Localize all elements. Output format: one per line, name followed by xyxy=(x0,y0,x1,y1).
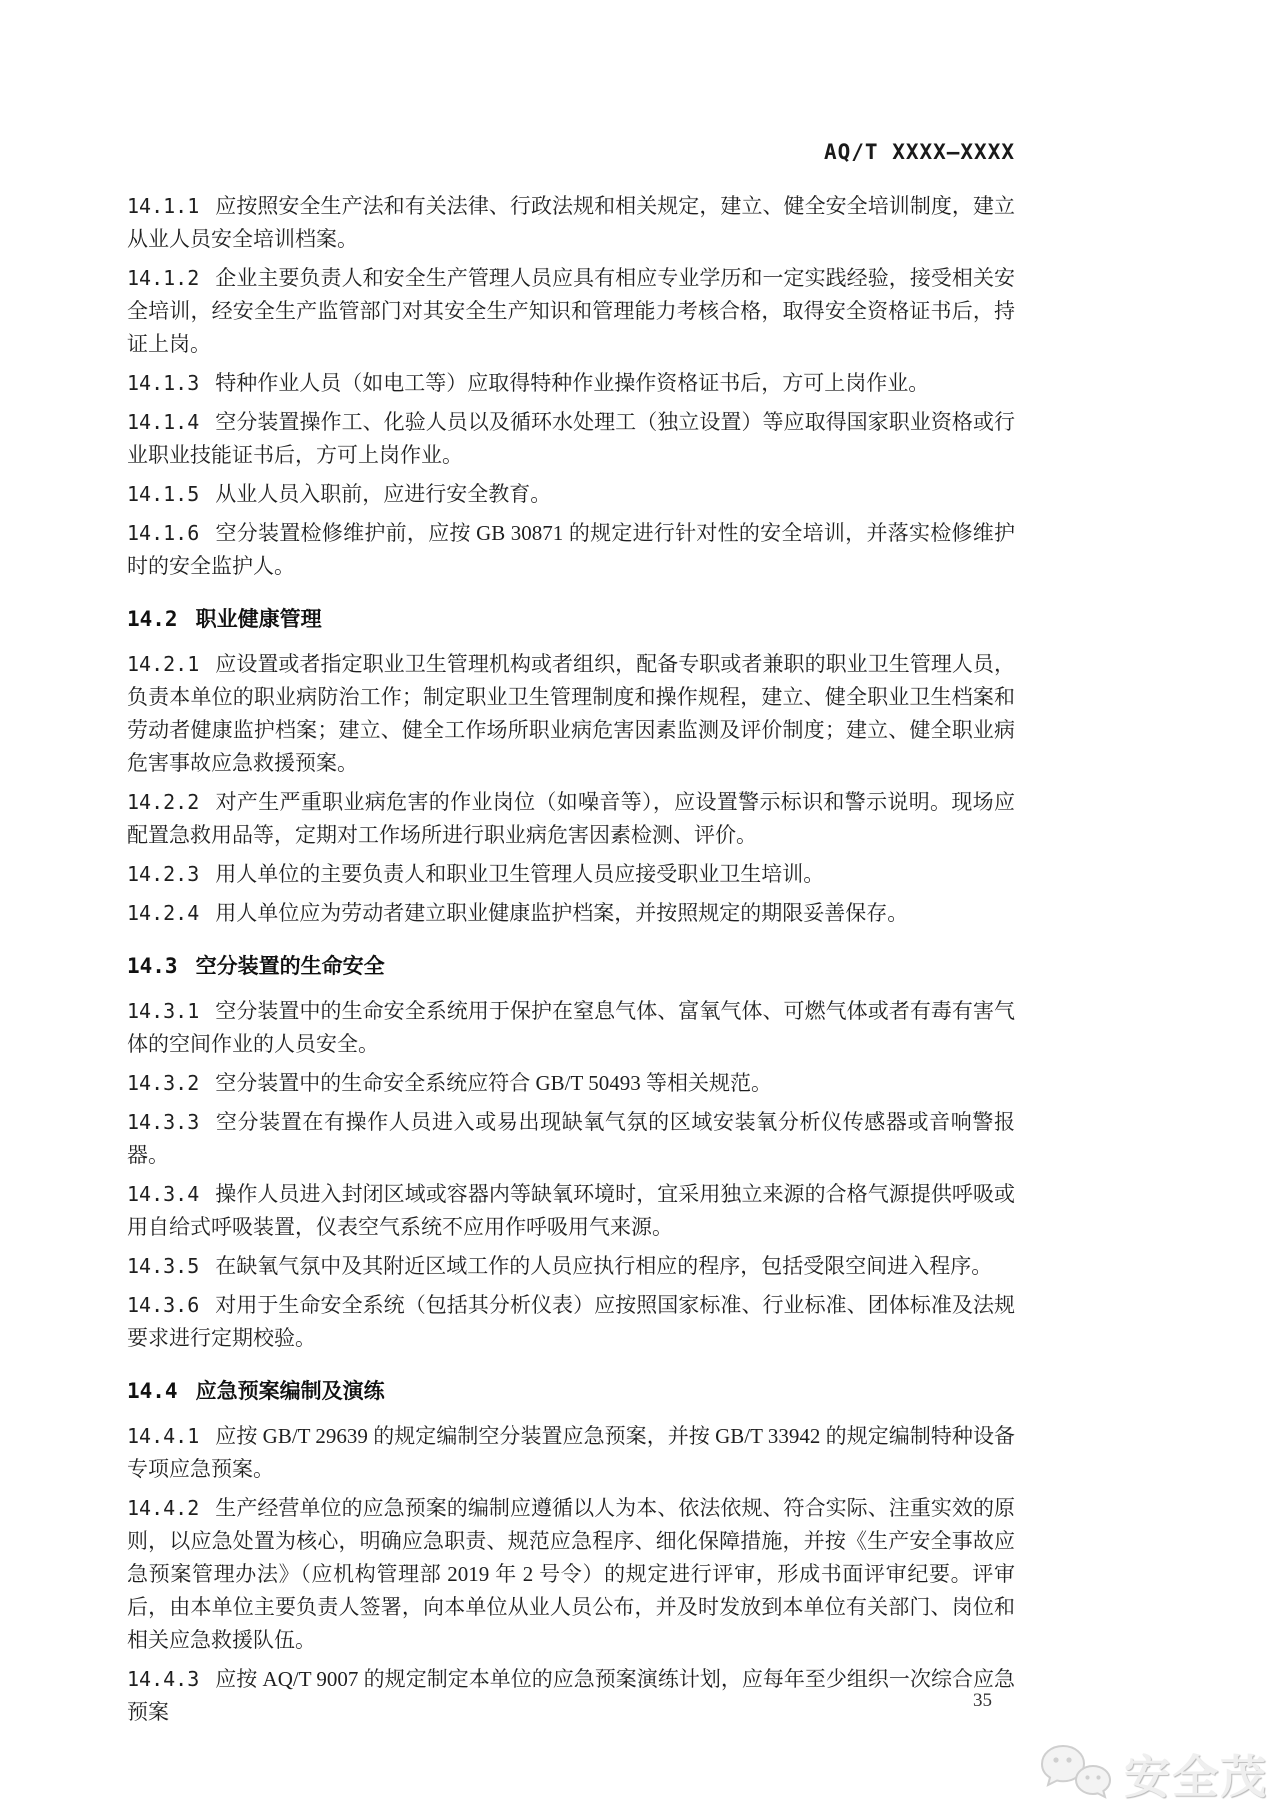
clause-14.1.2 xyxy=(127,262,1015,361)
clause-14.3.2 xyxy=(127,1067,1015,1100)
wechat-icon xyxy=(1036,1740,1116,1808)
clause-number: 14.2.3 xyxy=(127,862,200,886)
clause-14.1.5 xyxy=(127,478,1015,511)
clause-text: 对产生严重职业病危害的作业岗位（如噪音等），应设置警示标识和警示说明。现场应配置急救用品等，定期对工作场所进行职业病危害因素检测、评价。 xyxy=(127,790,1015,847)
clause-number: 14.3.4 xyxy=(127,1182,200,1206)
section-heading-14.4 xyxy=(127,1375,1015,1408)
clause-text: 应按照安全生产法和有关法律、行政法规和相关规定，建立、健全安全培训制度，建立从业人员安全培训档案。 xyxy=(127,194,1015,251)
clause-text: 企业主要负责人和安全生产管理人员应具有相应专业学历和一定实践经验，接受相关安全培训，经安全生产监管部门对其安全生产知识和管理能力考核合格，取得安全资格证书后，持证上岗。 xyxy=(127,266,1015,356)
standard-code: AQ/T XXXX—XXXX xyxy=(823,140,1015,164)
watermark xyxy=(1036,1740,1268,1808)
clause-text: 特种作业人员（如电工等）应取得特种作业操作资格证书后，方可上岗作业。 xyxy=(215,371,930,395)
clause-14.1.3 xyxy=(127,367,1015,400)
heading-text: 职业健康管理 xyxy=(195,608,322,631)
clause-number: 14.3.1 xyxy=(127,999,200,1023)
clause-14.1.4 xyxy=(127,406,1015,472)
clause-number: 14.1.2 xyxy=(127,266,200,290)
clause-number: 14.4.1 xyxy=(127,1424,200,1448)
clause-text: 应按 AQ/T 9007 的规定制定本单位的应急预案演练计划，应每年至少组织一次综合应急预案 xyxy=(127,1667,1015,1724)
clause-number: 14.3.2 xyxy=(127,1071,200,1095)
clause-14.3.5 xyxy=(127,1250,1015,1283)
clause-text: 用人单位的主要负责人和职业卫生管理人员应接受职业卫生培训。 xyxy=(215,862,825,886)
clause-number: 14.1.1 xyxy=(127,194,200,218)
clause-number: 14.2.1 xyxy=(127,652,200,676)
clause-14.4.2 xyxy=(127,1492,1015,1657)
document-body xyxy=(127,190,1015,1729)
clause-text: 操作人员进入封闭区域或容器内等缺氧环境时，宜采用独立来源的合格气源提供呼吸或用自给式呼吸装置，仪表空气系统不应用作呼吸用气来源。 xyxy=(127,1182,1015,1239)
clause-14.1.6 xyxy=(127,517,1015,583)
clause-14.3.6 xyxy=(127,1289,1015,1355)
clause-14.2.4 xyxy=(127,897,1015,930)
clause-number: 14.3.5 xyxy=(127,1254,200,1278)
section-heading-14.3 xyxy=(127,950,1015,983)
heading-text: 应急预案编制及演练 xyxy=(195,1380,385,1403)
clause-text: 空分装置检修维护前，应按 GB 30871 的规定进行针对性的安全培训，并落实检修维护时的安全监护人。 xyxy=(127,521,1015,578)
clause-text: 空分装置中的生命安全系统用于保护在窒息气体、富氧气体、可燃气体或者有毒有害气体的空间作业的人员安全。 xyxy=(127,999,1015,1056)
clause-text: 生产经营单位的应急预案的编制应遵循以人为本、依法依规、符合实际、注重实效的原则，以应急处置为核心，明确应急职责、规范应急程序、细化保障措施，并按《生产安全事故应急预案管理办法》（应机构管理部 2019 年 2 号令）的规定进行评审，形成书面评审纪要。评审后，由本单位主要负责人签署，向本单位从业人员公布，并及时发放到本单位有关部门、岗位和相关应急救援队伍。 xyxy=(127,1496,1015,1652)
clause-text: 空分装置在有操作人员进入或易出现缺氧气氛的区域安装氧分析仪传感器或音响警报器。 xyxy=(127,1110,1015,1167)
clause-14.4.1 xyxy=(127,1420,1015,1486)
heading-text: 空分装置的生命安全 xyxy=(195,955,385,978)
clause-text: 从业人员入职前，应进行安全教育。 xyxy=(215,482,552,506)
clause-14.1.1 xyxy=(127,190,1015,256)
section-heading-14.2 xyxy=(127,603,1015,636)
clause-number: 14.2 xyxy=(127,607,178,631)
clause-text: 对用于生命安全系统（包括其分析仪表）应按照国家标准、行业标准、团体标准及法规要求进行定期校验。 xyxy=(127,1293,1015,1350)
clause-14.2.3 xyxy=(127,858,1015,891)
page-header xyxy=(127,140,1015,164)
clause-text: 应按 GB/T 29639 的规定编制空分装置应急预案，并按 GB/T 33942 的规定编制特种设备专项应急预案。 xyxy=(127,1424,1015,1481)
clause-14.2.1 xyxy=(127,648,1015,780)
clause-number: 14.4 xyxy=(127,1379,178,1403)
clause-14.3.4 xyxy=(127,1178,1015,1244)
clause-text: 用人单位应为劳动者建立职业健康监护档案，并按照规定的期限妥善保存。 xyxy=(215,901,909,925)
clause-number: 14.1.5 xyxy=(127,482,200,506)
clause-number: 14.2.4 xyxy=(127,901,200,925)
clause-number: 14.1.4 xyxy=(127,410,200,434)
watermark-brand: 安全茂 xyxy=(1124,1751,1268,1803)
clause-number: 14.3.3 xyxy=(127,1110,200,1134)
clause-14.4.3 xyxy=(127,1663,1015,1729)
clause-text: 空分装置中的生命安全系统应符合 GB/T 50493 等相关规范。 xyxy=(215,1071,772,1095)
clause-number: 14.2.2 xyxy=(127,790,200,814)
page-number: 35 xyxy=(973,1690,992,1711)
clause-number: 14.1.6 xyxy=(127,521,200,545)
clause-14.3.1 xyxy=(127,995,1015,1061)
clause-number: 14.1.3 xyxy=(127,371,200,395)
clause-text: 在缺氧气氛中及其附近区域工作的人员应执行相应的程序，包括受限空间进入程序。 xyxy=(215,1254,993,1278)
clause-14.2.2 xyxy=(127,786,1015,852)
clause-number: 14.4.3 xyxy=(127,1667,200,1691)
clause-text: 空分装置操作工、化验人员以及循环水处理工（独立设置）等应取得国家职业资格或行业职业技能证书后，方可上岗作业。 xyxy=(127,410,1015,467)
clause-number: 14.4.2 xyxy=(127,1496,200,1520)
clause-number: 14.3.6 xyxy=(127,1293,200,1317)
clause-text: 应设置或者指定职业卫生管理机构或者组织，配备专职或者兼职的职业卫生管理人员，负责本单位的职业病防治工作；制定职业卫生管理制度和操作规程，建立、健全职业卫生档案和劳动者健康监护档案；建立、健全工作场所职业病危害因素监测及评价制度；建立、健全职业病危害事故应急救援预案。 xyxy=(127,652,1015,775)
clause-14.3.3 xyxy=(127,1106,1015,1172)
clause-number: 14.3 xyxy=(127,954,178,978)
